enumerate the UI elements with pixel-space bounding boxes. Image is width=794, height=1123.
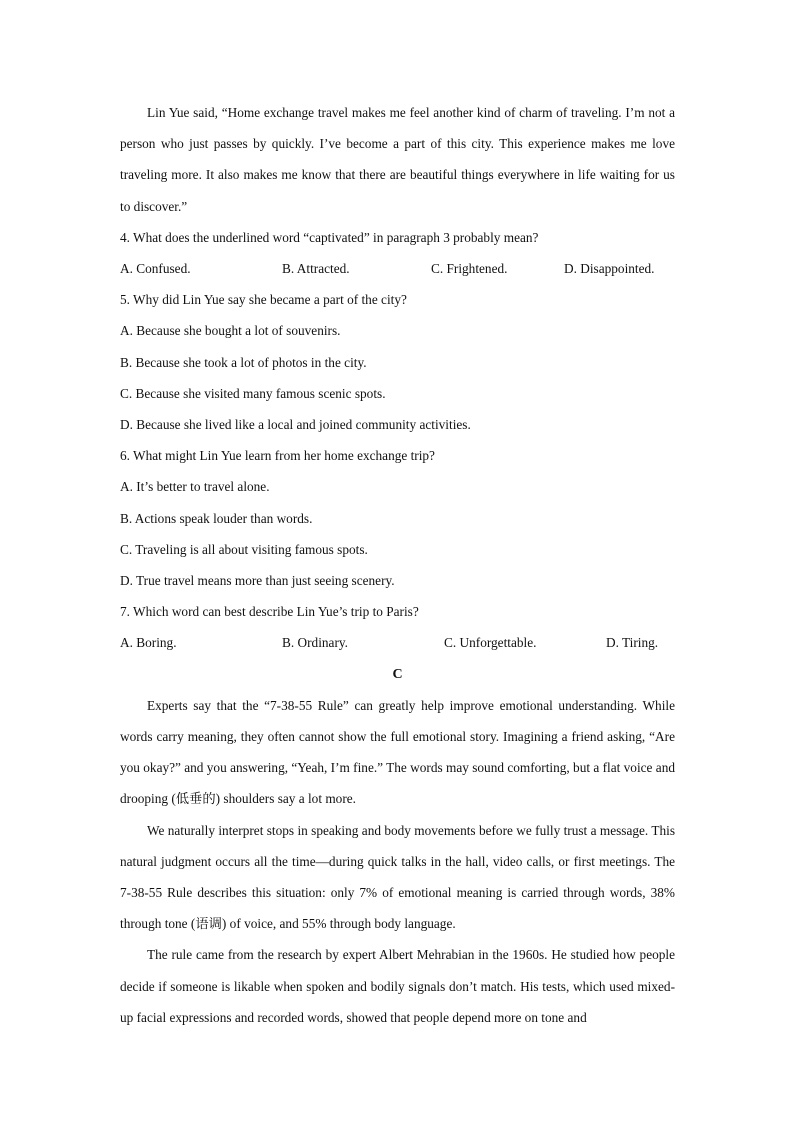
- option-d: D. Tiring.: [606, 635, 659, 651]
- option-a: A. Boring.: [120, 635, 177, 651]
- option-b: B. Attracted.: [282, 261, 350, 277]
- option-a: A. Confused.: [120, 261, 191, 277]
- option-d: D. Disappointed.: [564, 261, 655, 277]
- question-6: [120, 440, 675, 596]
- question-stem: 5. Why did Lin Yue say she became a part of the city?: [120, 292, 407, 308]
- question-4: [120, 222, 675, 284]
- question-stem: 6. What might Lin Yue learn from her home exchange trip?: [120, 448, 435, 464]
- option-c: C. Frightened.: [431, 261, 508, 277]
- section-c-paragraph-2: We naturally interpret stops in speaking and body movements before we fully trust a message. This natural judgment occurs all the time—during quick talks in the hall, video calls, or first meetings. The 7-38-55 Rule describes this situation: only 7% of emotional meaning is carried through words, 38% through tone (语调) of voice, and 55% through body language.: [120, 822, 675, 932]
- section-heading: C: [392, 666, 403, 682]
- exam-page: [120, 97, 675, 1033]
- passage-b-closing-paragraph: Lin Yue said, “Home exchange travel makes me feel another kind of charm of traveling. I’m not a person who just passes by quickly. I’ve become a part of this city. This experience makes me love traveling more. It also makes me know that there are beautiful things everywhere in life waiting for us to discover.”: [120, 105, 675, 214]
- option-b: B. Ordinary.: [282, 635, 348, 651]
- section-c: [120, 659, 675, 1033]
- option-c: C. Traveling is all about visiting famous spots.: [120, 541, 368, 557]
- option-a: A. It’s better to travel alone.: [120, 479, 270, 495]
- option-c: C. Because she visited many famous scenic spots.: [120, 385, 386, 401]
- option-a: A. Because she bought a lot of souvenirs.: [120, 323, 341, 339]
- question-7: [120, 596, 675, 658]
- option-c: C. Unforgettable.: [444, 635, 537, 651]
- options-row: [120, 253, 675, 284]
- section-c-paragraph-1: Experts say that the “7-38-55 Rule” can greatly help improve emotional understanding. While words carry meaning, they often cannot show the full emotional story. Imagining a friend asking, “Are you okay?” and you answering, “Yeah, I’m fine.” The words may sound comforting, but a flat voice and drooping (低垂的) shoulders say a lot more.: [120, 697, 675, 807]
- option-d: D. Because she lived like a local and joined community activities.: [120, 417, 471, 433]
- question-stem: 4. What does the underlined word “captivated” in paragraph 3 probably mean?: [120, 229, 539, 245]
- option-b: B. Because she took a lot of photos in the city.: [120, 354, 367, 370]
- options-row: [120, 627, 675, 658]
- option-d: D. True travel means more than just seeing scenery.: [120, 573, 395, 589]
- option-b: B. Actions speak louder than words.: [120, 510, 313, 526]
- question-5: [120, 284, 675, 440]
- section-c-paragraph-3: The rule came from the research by expert Albert Mehrabian in the 1960s. He studied how people decide if someone is likable when spoken and bodily signals don’t match. His tests, which used mixed-up facial expressions and recorded words, showed that people depend more on tone and: [120, 947, 675, 1025]
- question-stem: 7. Which word can best describe Lin Yue’s trip to Paris?: [120, 604, 419, 620]
